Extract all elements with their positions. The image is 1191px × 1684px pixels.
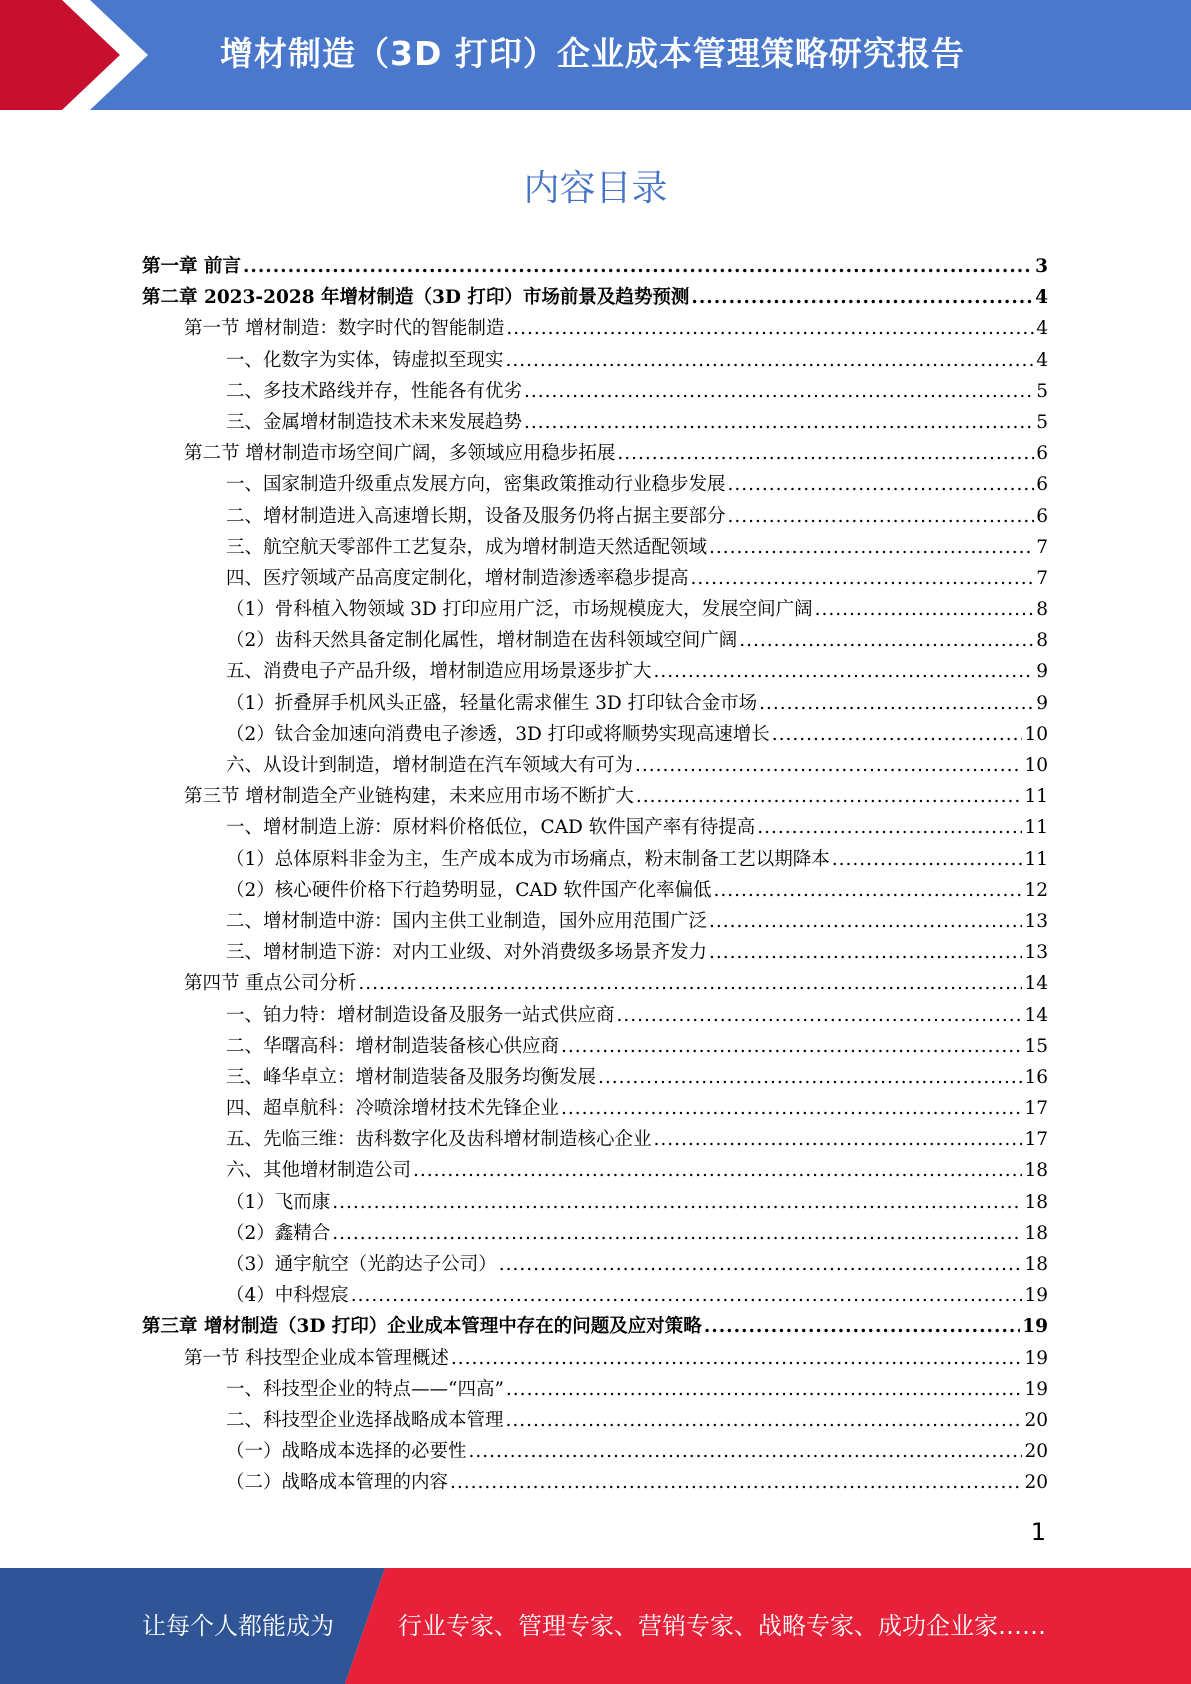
toc-entry[interactable] (142, 1468, 1048, 1499)
toc-leader-dots (709, 911, 1022, 932)
table-of-contents (142, 252, 1048, 1500)
toc-entry-label: 三、航空航天零部件工艺复杂，成为增材制造天然适配领域 (226, 536, 708, 558)
toc-entry-page: 19 (1024, 1285, 1048, 1307)
toc-entry-label: 三、增材制造下游：对内工业级、对外消费级多场景齐发力 (226, 942, 708, 964)
report-title: 增材制造（3D 打印）企业成本管理策略研究报告 (220, 34, 965, 73)
toc-entry[interactable] (142, 1344, 1048, 1375)
toc-entry[interactable] (142, 938, 1048, 969)
toc-entry-page: 19 (1024, 1378, 1048, 1400)
toc-leader-dots (506, 350, 1035, 371)
toc-entry-label: 二、增材制造中游：国内主供工业制造，国外应用范围广泛 (226, 910, 708, 932)
toc-entry-page: 17 (1024, 1129, 1048, 1151)
toc-entry[interactable] (142, 1094, 1048, 1125)
toc-entry-page: 7 (1036, 567, 1048, 589)
toc-entry-label: （1）总体原料非金为主，生产成本成为市场痛点，粉末制备工艺以期降本 (226, 848, 830, 870)
toc-entry[interactable] (142, 439, 1048, 470)
toc-entry-label: 第三节 增材制造全产业链构建，未来应用市场不断扩大 (184, 786, 634, 808)
toc-entry[interactable] (142, 1406, 1048, 1437)
toc-leader-dots (506, 1410, 1023, 1431)
toc-entry[interactable] (142, 1281, 1048, 1312)
toc-entry[interactable] (142, 1125, 1048, 1156)
toc-entry[interactable] (142, 751, 1048, 782)
toc-entry-label: 二、多技术路线并存，性能各有优劣 (226, 380, 523, 402)
toc-leader-dots (704, 1316, 1020, 1337)
toc-entry-label: 五、消费电子产品升级，增材制造应用场景逐步扩大 (226, 661, 652, 683)
toc-leader-dots (506, 1379, 1023, 1400)
toc-entry-label: 第一节 增材制造：数字时代的智能制造 (184, 318, 505, 340)
toc-leader-dots (617, 1005, 1023, 1026)
toc-entry-page: 5 (1036, 380, 1048, 402)
toc-entry-page: 14 (1024, 973, 1048, 995)
toc-leader-dots (243, 256, 1033, 277)
toc-entry[interactable] (142, 1375, 1048, 1406)
toc-leader-dots (757, 817, 1022, 838)
toc-entry-page: 18 (1024, 1254, 1048, 1275)
toc-entry-label: （4）中科煜宸 (226, 1285, 349, 1307)
toc-entry[interactable] (142, 408, 1048, 439)
toc-entry-label: 第四节 重点公司分析 (184, 973, 357, 995)
toc-entry[interactable] (142, 1188, 1048, 1219)
toc-entry[interactable] (142, 689, 1048, 720)
toc-entry-page: 11 (1024, 848, 1048, 870)
header-band (0, 0, 1191, 110)
toc-leader-dots (451, 1348, 1023, 1369)
toc-entry[interactable] (142, 1156, 1048, 1187)
toc-entry-label: 四、医疗领域产品高度定制化，增材制造渗透率稳步提高 (226, 567, 689, 589)
toc-leader-dots (351, 1285, 1023, 1306)
toc-leader-dots (499, 1254, 1023, 1275)
toc-leader-dots (772, 724, 1023, 745)
toc-leader-dots (635, 755, 1022, 776)
toc-entry[interactable] (142, 1219, 1048, 1250)
toc-leader-dots (332, 1223, 1022, 1244)
toc-leader-dots (524, 412, 1034, 433)
page-number: 1 (1030, 1518, 1046, 1546)
toc-entry-page: 17 (1024, 1098, 1048, 1120)
toc-entry[interactable] (142, 782, 1048, 813)
toc-entry-label: （2）鑫精合 (226, 1222, 331, 1244)
toc-leader-dots (524, 381, 1034, 402)
toc-entry-label: 五、先临三维：齿科数字化及齿科增材制造核心企业 (226, 1129, 652, 1151)
toc-entry-page: 12 (1024, 879, 1048, 901)
toc-entry[interactable] (142, 657, 1048, 688)
toc-entry-page: 18 (1024, 1222, 1048, 1244)
toc-leader-dots (709, 537, 1034, 558)
toc-entry[interactable] (142, 502, 1048, 533)
toc-entry[interactable] (142, 1063, 1048, 1094)
footer-slogan-left: 让每个人都能成为 (142, 1612, 334, 1640)
toc-leader-dots (561, 1098, 1022, 1119)
toc-entry-label: 第三章 增材制造（3D 打印）企业成本管理中存在的问题及应对策略 (142, 1316, 702, 1338)
toc-entry-label: 二、增材制造进入高速增长期，设备及服务仍将占据主要部分 (226, 505, 726, 527)
toc-entry[interactable] (142, 1032, 1048, 1063)
toc-entry-page: 19 (1024, 1347, 1048, 1369)
toc-leader-dots (815, 599, 1035, 620)
toc-entry-label: （1）骨科植入物领域 3D 打印应用广泛，市场规模庞大，发展空间广阔 (226, 599, 813, 621)
toc-entry-label: 六、从设计到制造，增材制造在汽车领域大有可为 (226, 755, 634, 776)
toc-entry-page: 11 (1024, 817, 1048, 839)
toc-entry[interactable] (142, 470, 1048, 501)
toc-entry-page: 9 (1036, 661, 1048, 683)
toc-entry-label: 第一节 科技型企业成本管理概述 (184, 1347, 449, 1369)
toc-entry-label: 一、科技型企业的特点——“四高” (226, 1378, 504, 1400)
toc-leader-dots (506, 318, 1034, 339)
toc-entry-label: （2）核心硬件价格下行趋势明显，CAD 软件国产化率偏低 (226, 879, 712, 901)
toc-entry[interactable] (142, 314, 1048, 345)
toc-entry-page: 19 (1022, 1316, 1048, 1338)
toc-leader-dots (450, 1472, 1022, 1493)
toc-leader-dots (759, 693, 1034, 714)
toc-entry-page: 10 (1024, 723, 1048, 745)
toc-leader-dots (709, 942, 1022, 963)
toc-leader-dots (691, 568, 1035, 589)
toc-leader-dots (714, 880, 1023, 901)
toc-entry-page: 13 (1024, 942, 1048, 964)
toc-leader-dots (598, 1067, 1022, 1088)
toc-entry-page: 4 (1036, 349, 1048, 371)
toc-leader-dots (739, 630, 1034, 651)
toc-leader-dots (636, 786, 1023, 807)
toc-entry-label: 二、华曙高科：增材制造装备核心供应商 (226, 1035, 560, 1057)
toc-leader-dots (332, 1192, 1022, 1213)
toc-leader-dots (691, 287, 1033, 308)
toc-entry-page: 20 (1024, 1441, 1048, 1463)
toc-entry-label: 一、化数字为实体，铸虚拟至现实 (226, 349, 504, 371)
toc-entry-page: 15 (1024, 1035, 1048, 1057)
toc-leader-dots (728, 506, 1035, 527)
toc-entry-page: 10 (1024, 755, 1048, 776)
toc-entry-label: 三、金属增材制造技术未来发展趋势 (226, 411, 523, 433)
toc-entry-page: 4 (1035, 287, 1048, 309)
toc-heading: 内容目录 (523, 168, 668, 209)
toc-leader-dots (413, 1160, 1022, 1181)
footer-slogan-right: 行业专家、管理专家、营销专家、战略专家、成功企业家…… (398, 1612, 1046, 1640)
toc-entry-label: （1）飞而康 (226, 1191, 331, 1213)
toc-entry-page: 7 (1036, 536, 1048, 558)
toc-entry-page: 18 (1024, 1160, 1048, 1182)
toc-entry[interactable] (142, 533, 1048, 564)
footer-band (0, 1568, 1191, 1684)
toc-entry[interactable] (142, 1437, 1048, 1468)
toc-entry[interactable] (142, 876, 1048, 907)
toc-leader-dots (654, 1129, 1023, 1150)
toc-entry-page: 14 (1024, 1004, 1048, 1026)
toc-entry-label: （一）战略成本选择的必要性 (226, 1441, 467, 1463)
toc-leader-dots (358, 973, 1022, 994)
toc-leader-dots (469, 1441, 1023, 1462)
toc-entry-page: 8 (1036, 630, 1048, 652)
toc-entry-label: （二）战略成本管理的内容 (226, 1472, 449, 1494)
toc-leader-dots (617, 443, 1034, 464)
toc-entry-label: 一、增材制造上游：原材料价格低位，CAD 软件国产率有待提高 (226, 817, 756, 839)
toc-entry-label: （2）齿科天然具备定制化属性，增材制造在齿科领域空间广阔 (226, 630, 738, 652)
toc-entry-page: 20 (1024, 1409, 1048, 1431)
toc-entry-page: 6 (1036, 443, 1048, 465)
toc-entry-page: 18 (1024, 1191, 1048, 1213)
toc-entry-page: 4 (1036, 318, 1048, 340)
toc-entry[interactable] (142, 377, 1048, 408)
toc-entry[interactable] (142, 1001, 1048, 1032)
toc-entry-label: （2）钛合金加速向消费电子渗透，3D 打印或将顺势实现高速增长 (226, 723, 770, 745)
toc-leader-dots (728, 474, 1035, 495)
toc-entry[interactable] (142, 1250, 1048, 1281)
toc-entry[interactable] (142, 813, 1048, 844)
toc-entry-page: 9 (1036, 692, 1048, 714)
toc-entry[interactable] (142, 564, 1048, 595)
toc-entry[interactable] (142, 346, 1048, 377)
toc-entry[interactable] (142, 595, 1048, 626)
toc-entry[interactable] (142, 252, 1048, 283)
toc-entry-label: 三、峰华卓立：增材制造装备及服务均衡发展 (226, 1066, 597, 1088)
toc-entry-page: 16 (1024, 1066, 1048, 1088)
toc-entry[interactable] (142, 626, 1048, 657)
toc-leader-dots (654, 661, 1035, 682)
toc-entry[interactable] (142, 969, 1048, 1000)
toc-entry[interactable] (142, 283, 1048, 314)
toc-entry-label: （1）折叠屏手机风头正盛，轻量化需求催生 3D 打印钛合金市场 (226, 692, 758, 714)
toc-entry-label: 第二节 增材制造市场空间广阔，多领域应用稳步拓展 (184, 443, 616, 465)
toc-entry-page: 8 (1036, 599, 1048, 621)
toc-entry-label: 四、超卓航科：冷喷涂增材技术先锋企业 (226, 1098, 560, 1120)
toc-entry-page: 3 (1035, 256, 1048, 277)
toc-entry[interactable] (142, 1312, 1048, 1343)
toc-leader-dots (832, 849, 1023, 870)
toc-entry[interactable] (142, 720, 1048, 751)
toc-entry-label: 一、国家制造升级重点发展方向，密集政策推动行业稳步发展 (226, 474, 726, 496)
toc-entry[interactable] (142, 907, 1048, 938)
toc-entry-label: 六、其他增材制造公司 (226, 1160, 412, 1182)
toc-entry-label: （3）通宇航空（光韵达子公司） (226, 1254, 497, 1275)
toc-entry-page: 13 (1024, 910, 1048, 932)
toc-leader-dots (561, 1036, 1022, 1057)
toc-entry-page: 5 (1036, 411, 1048, 433)
toc-entry-page: 20 (1024, 1472, 1048, 1494)
toc-entry-page: 6 (1036, 474, 1048, 496)
toc-entry-page: 11 (1024, 786, 1048, 808)
toc-entry-label: 二、科技型企业选择战略成本管理 (226, 1409, 504, 1431)
toc-entry-label: 第一章 前言 (142, 256, 241, 277)
toc-entry-label: 一、铂力特：增材制造设备及服务一站式供应商 (226, 1004, 615, 1026)
toc-entry-label: 第二章 2023-2028 年增材制造（3D 打印）市场前景及趋势预测 (142, 287, 690, 309)
toc-entry-page: 6 (1036, 505, 1048, 527)
toc-entry[interactable] (142, 845, 1048, 876)
